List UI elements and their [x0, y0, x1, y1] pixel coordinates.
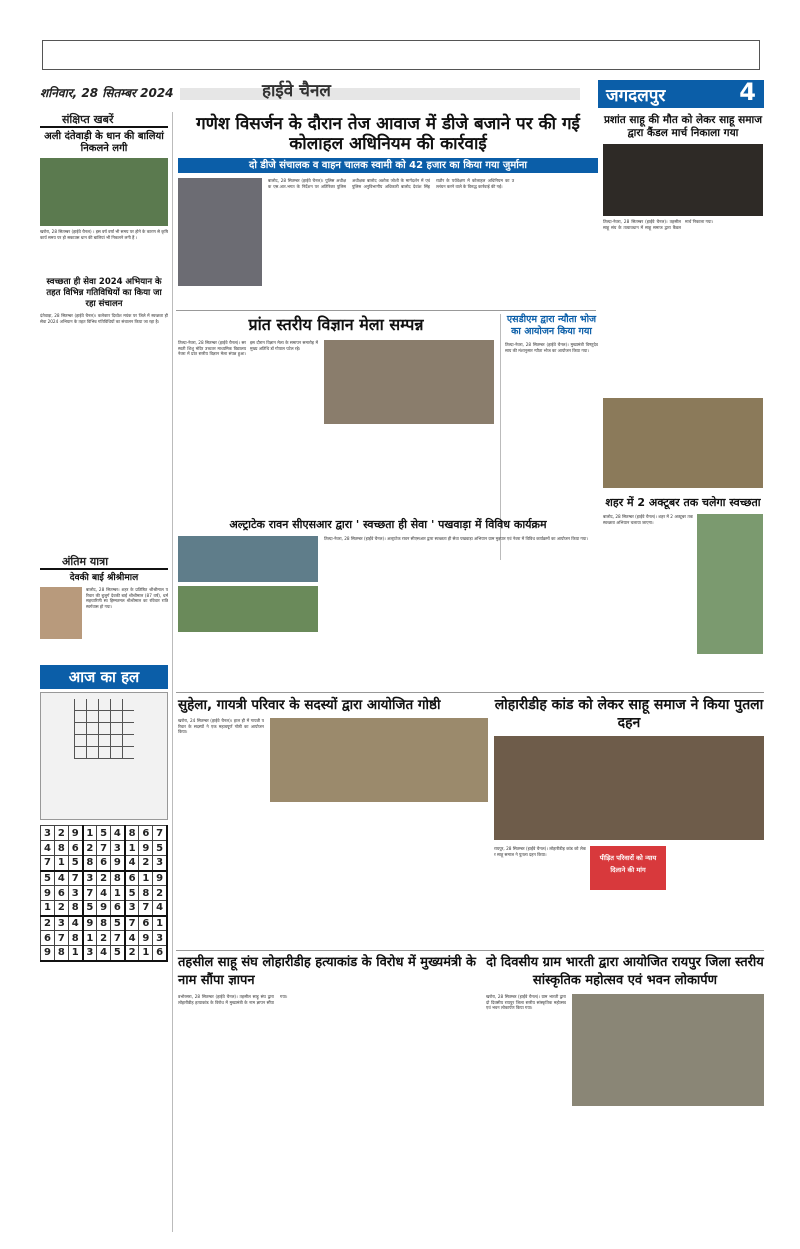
sudoku-cell: 1	[153, 916, 167, 931]
sudoku-cell: 8	[125, 826, 139, 841]
sudoku-cell: 6	[139, 916, 153, 931]
sudoku-cell: 3	[68, 886, 82, 901]
sudoku-cell: 5	[68, 856, 82, 871]
main-headline: गणेश विसर्जन के दौरान तेज आवाज में डीजे बजाने पर की गई कोलाहल अधिनियम की कार्रवाई	[196, 114, 580, 154]
sudoku-cell: 2	[83, 841, 97, 856]
sudoku-cell: 8	[83, 856, 97, 871]
sudoku-cell: 5	[111, 916, 125, 931]
gayatri-photo	[270, 718, 488, 802]
sudoku-cell: 2	[97, 871, 111, 886]
sudoku-cell: 9	[111, 856, 125, 871]
swachh2-text-2	[178, 636, 598, 658]
sudoku-cell: 3	[83, 871, 97, 886]
sudoku-cell: 6	[41, 931, 55, 946]
sudoku-cell: 6	[54, 886, 68, 901]
sudoku-cell: 6	[111, 901, 125, 916]
sudoku-row	[41, 931, 168, 946]
candle-march-photo	[603, 144, 763, 216]
chalega-photo	[697, 514, 763, 654]
sudoku-cell: 5	[41, 871, 55, 886]
sudoku-cell: 2	[54, 901, 68, 916]
emde-headline: एसडीएम द्वारा न्यौता भोज का आयोजन किया गया	[506, 314, 597, 337]
sudoku-cell: 2	[139, 856, 153, 871]
portrait-photo	[40, 587, 82, 639]
sudoku-cell: 5	[153, 841, 167, 856]
aaj-ka-hal-label: आज का हल	[40, 665, 168, 689]
effigy-photo	[494, 736, 764, 840]
sudoku-cell: 4	[111, 826, 125, 841]
swachh2-photo-1	[178, 536, 318, 582]
sudoku-cell: 4	[41, 841, 55, 856]
antim-label: अंतिम यात्रा	[40, 554, 168, 570]
sudoku-cell: 6	[97, 856, 111, 871]
sudoku-cell: 7	[139, 901, 153, 916]
sudoku-cell: 3	[83, 946, 97, 961]
sudoku-solution	[40, 825, 168, 962]
gram-text: खरोरा, 28 सितम्बर (हाईवे चैनल)। ग्राम भारती द्वारा दो दिवसीय रायपुर जिला स्तरीय सांस्कृतिक महोत्सव एवं भवन लोकार्पण किया गया।	[486, 994, 566, 1011]
swachh-headline: स्वच्छता ही सेवा 2024 अभियान के तहत विभिन्न गतिविधियों का किया जा रहा संचालन	[46, 277, 162, 309]
main-text: बालोद, 28 सितम्बर (हाईवे चैनल)। पुलिस अधीक्षक एस.आर.भगत के निर्देशन पर अतिरिक्त पुलिस अधीक्षक बालोद अशोक जोशी के मार्गदर्शन में एवं पुलिस अनुविभागीय अधिकारी बालोद देवांश सिंह राठौर के पर्यवेक्षण में कोलाहल अधिनियम का उल्लंघन करने वाले के विरुद्ध कार्रवाई की गई।	[268, 178, 514, 189]
section-divider-3	[176, 950, 764, 951]
lohari-text: रायपुर, 28 सितम्बर (हाईवे चैनल)। लोहारीडीह कांड को लेकर साहू समाज ने पुतला दहन किया।	[494, 846, 586, 857]
sudoku-cell: 3	[41, 826, 55, 841]
sudoku-cell: 8	[54, 946, 68, 961]
tehsil-text: डभोरसरा, 28 सितम्बर (हाईवे चैनल)। तहसील साहू संघ द्वारा लोहारीडीह हत्याकांड के विरोध में मुख्यमंत्री के नाम ज्ञापन सौंपा गया।	[178, 994, 288, 1005]
banner-line-1: पीड़ित परिवारों को न्याय	[599, 854, 657, 862]
sudoku-cell: 2	[125, 946, 139, 961]
sudoku-cell: 6	[125, 871, 139, 886]
sudoku-cell: 9	[97, 901, 111, 916]
antim-text: बालोद, 28 सितम्बर। शहर के प्रतिष्ठित श्रीश्रीमाल परिवार की बुजुर्ग देवकी बाई श्रीश्रीमाल (87 वर्ष), धर्मसहचारिणी स्व हिम्मतमल श्रीश्रीमाल का रविवार रात्रि स्वर्गवास हो गया।	[86, 587, 168, 609]
brief-label: संक्षिप्त खबरें	[40, 112, 168, 128]
gram-text-2	[486, 1110, 764, 1220]
gayatri-text-2	[270, 806, 488, 922]
sudoku-cell: 7	[54, 931, 68, 946]
city-banner	[598, 80, 764, 108]
prashant-text: तिल्दा-नेवरा, 28 सितम्बर (हाईवे चैनल)। तहसील साहू संघ के तत्वावधान में साहू समाज द्वारा कैंडल मार्च निकाला गया।	[603, 219, 714, 230]
sudoku-cell: 9	[41, 886, 55, 901]
sudoku-cell: 1	[41, 901, 55, 916]
sudoku-cell: 6	[68, 841, 82, 856]
sudoku-cell: 3	[125, 901, 139, 916]
sudoku-cell: 8	[54, 841, 68, 856]
sudoku-cell: 7	[111, 931, 125, 946]
sudoku-cell: 4	[153, 901, 167, 916]
sudoku-cell: 4	[54, 871, 68, 886]
sudoku-cell: 4	[97, 886, 111, 901]
antim-text-2	[40, 647, 168, 661]
sudoku-cell: 8	[68, 931, 82, 946]
sudoku-cell: 8	[68, 901, 82, 916]
sudoku-cell: 8	[111, 871, 125, 886]
sudoku-cell: 8	[139, 886, 153, 901]
gayatri-headline: सुहेला, गायत्री परिवार के सदस्यों द्वारा आयोजित गोष्ठी	[178, 697, 441, 713]
sudoku-cell: 1	[111, 886, 125, 901]
paddy-photo	[40, 158, 168, 226]
sudoku-cell: 1	[139, 946, 153, 961]
chalega-text: बालोद, 28 सितम्बर (हाईवे चैनल)। शहर में 2 अक्टूबर तक स्वच्छता अभियान चलाया जाएगा।	[603, 514, 693, 525]
sudoku-cell: 7	[68, 871, 82, 886]
sudoku-row	[41, 856, 168, 871]
emde-text: तिल्दा-नेवरा, 28 सितम्बर (हाईवे चैनल)। मुख्यमंत्री विष्णुदेव साय की मंशानुसार न्यौता भोज का आयोजन किया गया।	[505, 342, 598, 353]
swachh2-text: तिल्दा-नेवरा, 28 सितम्बर (हाईवे चैनल)। अल्ट्राटेक रावन सीएसआर द्वारा स्वच्छता ही सेवा पखवाड़ा अभियान ग्राम मुड़पार एवं नेवरा में विविध कार्यक्रमों का आयोजन किया गया।	[324, 536, 588, 541]
sudoku-cell: 1	[83, 931, 97, 946]
vigyan-text: तिल्दा-नेवरा, 28 सितम्बर (हाईवे चैनल)। सरस्वती शिशु मंदिर उच्चतर माध्यमिक विद्यालय नेवरा में प्रांत स्तरीय विज्ञान मेला संपन्न हुआ। इस दौरान विज्ञान मेला के समापन समारोह में मुख्य अतिथि डॉ गोपाल पटेल रहे।	[178, 340, 318, 357]
vigyan-photo	[324, 340, 494, 424]
brief-headline: अली दंतेवाड़ी के धान की बालियां निकलने लगी	[44, 131, 164, 154]
sudoku-cell: 4	[125, 856, 139, 871]
top-ad-box	[42, 40, 760, 70]
puzzle-box	[40, 692, 168, 820]
crossword-grid	[74, 699, 134, 759]
sudoku-cell: 3	[111, 841, 125, 856]
sudoku-cell: 8	[97, 916, 111, 931]
sudoku-cell: 9	[68, 826, 82, 841]
sudoku-cell: 7	[41, 856, 55, 871]
masthead-rule	[180, 88, 580, 100]
sudoku-cell: 9	[139, 841, 153, 856]
sudoku-cell: 4	[97, 946, 111, 961]
sudoku-cell: 7	[97, 841, 111, 856]
sudoku-cell: 1	[83, 826, 97, 841]
antim-name: देवकी बाई श्रीश्रीमाल	[69, 573, 139, 583]
sudoku-cell: 9	[41, 946, 55, 961]
sudoku-cell: 2	[54, 826, 68, 841]
sudoku-cell: 9	[153, 871, 167, 886]
sudoku-row	[41, 841, 168, 856]
sudoku-cell: 6	[153, 946, 167, 961]
swachh-text: दंतेवाड़ा, 28 सितम्बर (हाईवे चैनल)। कलेक्टर दिव्येश मयंक पर जिले में स्वच्छता ही सेवा 2024 अभियान के तहत विभिन्न गतिविधियों का संचालन किया जा रहा है।	[40, 313, 168, 324]
emde-photo	[603, 398, 763, 488]
vigyan-text-2	[324, 428, 494, 510]
lohari-text-2	[670, 846, 764, 906]
dj-photo	[178, 178, 262, 286]
sudoku-row	[41, 946, 168, 961]
sudoku-row	[41, 886, 168, 901]
section-divider-2	[176, 692, 764, 693]
sudoku-cell: 9	[83, 916, 97, 931]
banner-line-2: दिलाने की मांग	[610, 866, 646, 874]
section-divider	[176, 310, 596, 311]
main-subhead: दो डीजे संचालक व वाहन चालक स्वामी को 42 हजार का किया गया जुर्माना	[178, 158, 598, 173]
sudoku-cell: 9	[139, 931, 153, 946]
sudoku-cell: 1	[125, 841, 139, 856]
sudoku-row	[41, 916, 168, 931]
sudoku-row	[41, 871, 168, 886]
justice-banner	[590, 846, 666, 890]
sudoku-cell: 5	[125, 886, 139, 901]
sudoku-cell: 5	[97, 826, 111, 841]
city-name: जगदलपुर	[606, 86, 666, 106]
sudoku-cell: 4	[125, 931, 139, 946]
sudoku-cell: 2	[41, 916, 55, 931]
issue-date: शनिवार, 28 सितम्बर 2024	[40, 86, 174, 100]
sudoku-cell: 1	[139, 871, 153, 886]
sudoku-cell: 2	[153, 886, 167, 901]
masthead-brand: हाईवे चैनल	[262, 81, 331, 101]
sudoku-cell: 2	[97, 931, 111, 946]
sudoku-cell: 3	[54, 916, 68, 931]
sudoku-cell: 7	[83, 886, 97, 901]
sudoku-row	[41, 901, 168, 916]
vigyan-headline: प्रांत स्तरीय विज्ञान मेला सम्पन्न	[248, 315, 424, 334]
swachh2-headline: अल्ट्राटेक रावन सीएसआर द्वारा ' स्वच्छता ही सेवा ' पखवाड़ा में विविध कार्यक्रम	[229, 518, 547, 531]
gram-photo	[572, 994, 764, 1106]
swachh2-photo-2	[178, 586, 318, 632]
brief-text: खरोरा, 28 सितम्बर (हाईवे चैनल) । इस वर्ष वर्षा भी समय पर होने के कारण से कृषि कार्य समय पर हो सकाउस धान की बालियां भी निकलने लगी हैं ।	[40, 229, 168, 240]
lohari-headline: लोहारीडीह कांड को लेकर साहू समाज ने किया पुतला दहन	[494, 697, 764, 731]
sudoku-cell: 6	[139, 826, 153, 841]
chalega-headline: शहर में 2 अक्टूबर तक चलेगा स्वच्छता	[605, 496, 761, 509]
sudoku-cell: 1	[54, 856, 68, 871]
gram-headline: दो दिवसीय ग्राम भारती द्वारा आयोजित रायपुर जिला स्तरीय सांस्कृतिक महोत्सव एवं भवन लोकार्पण	[486, 955, 764, 988]
sudoku-cell: 4	[68, 916, 82, 931]
tehsil-headline: तहसील साहू संघ लोहारीडीह हत्याकांड के विरोध में मुख्यमंत्री के नाम सौंपा ज्ञापन	[178, 955, 477, 988]
page-number: 4	[739, 78, 756, 106]
sudoku-cell: 3	[153, 931, 167, 946]
sudoku-row	[41, 826, 168, 841]
gayatri-text: खरोरा, 24 सितम्बर (हाईवे चैनल)। हाल ही में गायत्री परिवार के सदस्यों ने एक महत्वपूर्ण गोष्ठी का आयोजन किया।	[178, 718, 264, 735]
sudoku-cell: 5	[111, 946, 125, 961]
sudoku-cell: 7	[153, 826, 167, 841]
sudoku-cell: 7	[125, 916, 139, 931]
sudoku-cell: 1	[68, 946, 82, 961]
prashant-headline: प्रशांत साहू की मौत को लेकर साहू समाज द्वारा कैंडल मार्च निकाला गया	[603, 114, 763, 139]
sudoku-cell: 5	[83, 901, 97, 916]
sudoku-cell: 3	[153, 856, 167, 871]
column-divider	[172, 112, 173, 1232]
